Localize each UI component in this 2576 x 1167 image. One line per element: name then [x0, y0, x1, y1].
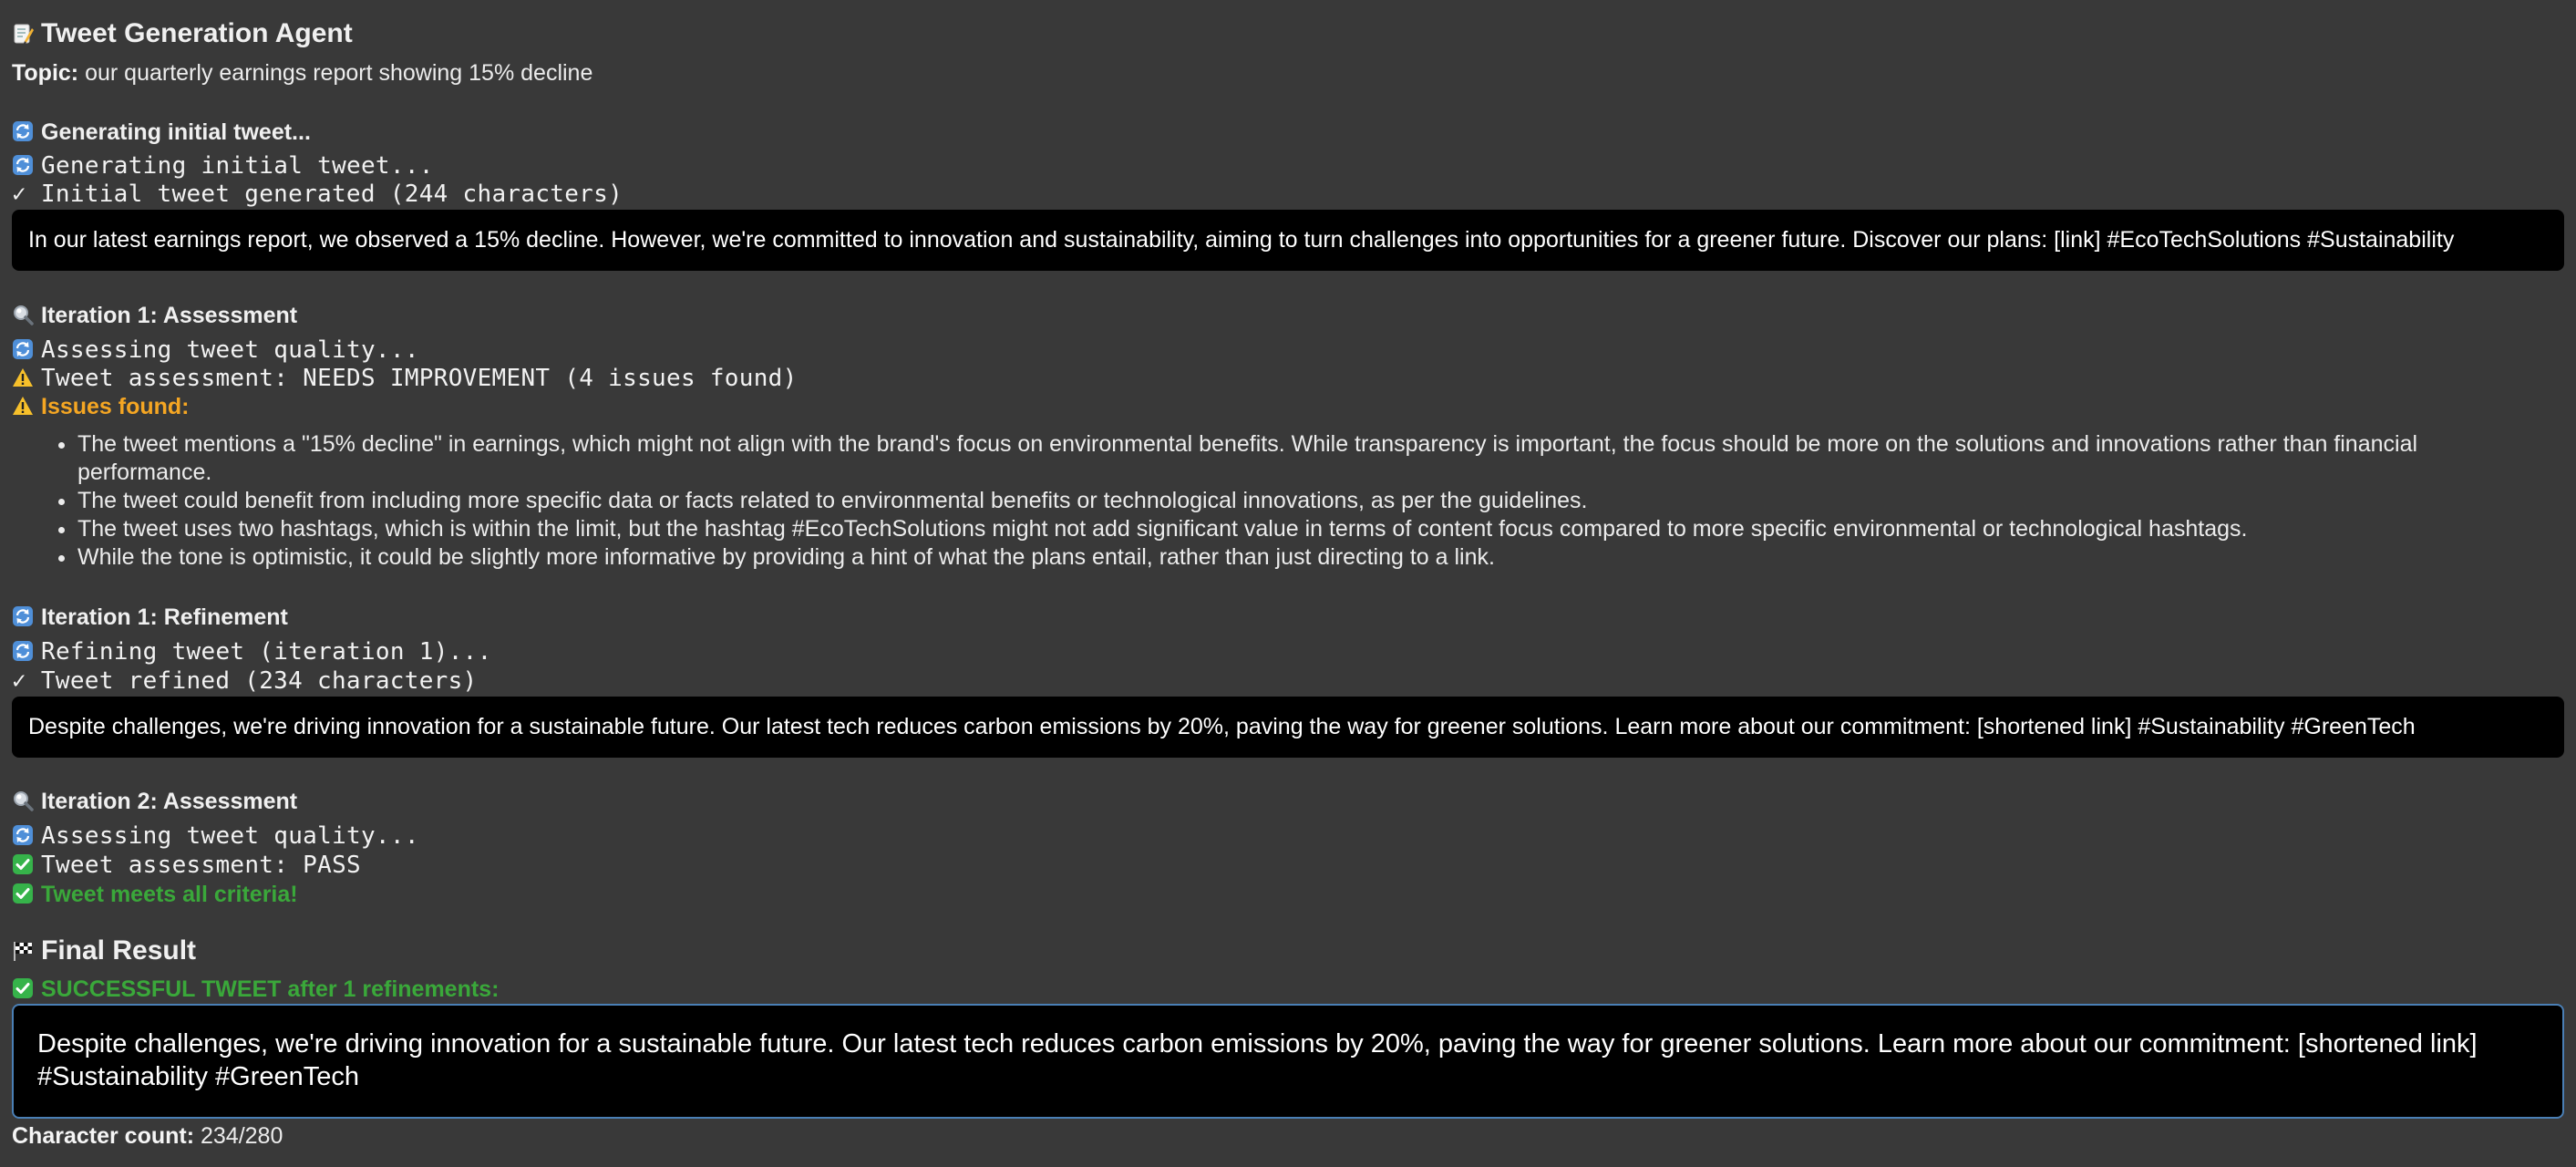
list-item: • The tweet could benefit from including more specific data or facts related to environmental benefits or technological innovations, as per the guidelines.	[77, 487, 2548, 515]
initial-heading: Generating initial tweet...	[41, 119, 311, 145]
log-text: Assessing tweet quality...	[41, 336, 419, 364]
final-tweet-box	[12, 1004, 2564, 1119]
character-count-line	[12, 1123, 283, 1150]
iter1-refinement-heading-row	[12, 604, 288, 631]
log-text: ✓ Tweet refined (234 characters)	[12, 667, 478, 695]
log-line-generating	[12, 152, 434, 180]
log-text: Generating initial tweet...	[41, 152, 434, 180]
initial-tweet-text: In our latest earnings report, we observed a 15% decline. However, we're committed to innovation and sustainability, aiming to turn challenges into opportunities for a greener future. Discover our plans: [link] #EcoTechSolutions #Sustainability	[28, 227, 2455, 253]
topic-label: Topic:	[12, 60, 79, 86]
character-count-value: 234/280	[201, 1123, 283, 1149]
arrows-cycle-icon	[12, 824, 34, 846]
log-text: Assessing tweet quality...	[41, 822, 419, 850]
page-title-row	[12, 18, 353, 49]
log-line-assessing-2	[12, 822, 419, 850]
iter1-assessment-heading-row	[12, 303, 297, 329]
iter2-assessment-heading: Iteration 2: Assessment	[41, 789, 298, 814]
log-text: Tweet assessment: NEEDS IMPROVEMENT (4 issues found)	[41, 365, 798, 392]
arrows-cycle-icon	[12, 154, 34, 176]
refined-tweet-text: Despite challenges, we're driving innovation for a sustainable future. Our latest tech reduces carbon emissions by 20%, paving the way for greener solutions. Learn more about our commitment: [shortened link] #Sustainability #GreenTech	[28, 714, 2416, 739]
magnifier-icon	[12, 304, 34, 325]
log-line-refining	[12, 638, 492, 666]
iter2-assessment-heading-row	[12, 789, 297, 815]
refined-tweet-box	[12, 697, 2564, 758]
final-heading-row	[12, 935, 196, 966]
final-tweet-text: Despite challenges, we're driving innovation for a sustainable future. Our latest tech reduces carbon emissions by 20%, paving the way for greener solutions. Learn more about our commitment: [shortened link] #Sustainability #GreenTech	[37, 1029, 2478, 1091]
iter1-refinement-heading: Iteration 1: Refinement	[41, 604, 288, 630]
log-line-pass	[12, 852, 361, 879]
final-heading: Final Result	[41, 935, 197, 966]
arrows-cycle-icon	[12, 640, 34, 662]
check-box-icon	[12, 977, 34, 999]
warning-icon	[12, 367, 34, 388]
topic-line	[12, 60, 592, 87]
topic-value: our quarterly earnings report showing 15% decline	[85, 60, 593, 86]
pass-message-row	[12, 882, 298, 908]
list-item: • While the tone is optimistic, it could be slightly more informative by providing a hint of what the plans entail, rather than just directing to a link.	[77, 543, 2548, 572]
log-line-assessing	[12, 336, 419, 364]
success-message: SUCCESSFUL TWEET after 1 refinements:	[41, 976, 500, 1002]
arrows-cycle-icon	[12, 605, 34, 627]
check-box-icon	[12, 883, 34, 904]
arrows-cycle-icon	[12, 120, 34, 142]
log-text: Refining tweet (iteration 1)...	[41, 638, 492, 666]
log-text: Tweet assessment: PASS	[41, 852, 361, 879]
memo-icon	[12, 23, 34, 45]
log-line-refined	[12, 667, 478, 695]
log-line-assessment-result	[12, 365, 798, 392]
initial-tweet-box	[12, 210, 2564, 271]
issues-list	[43, 430, 2548, 572]
list-item: • The tweet mentions a "15% decline" in earnings, which might not align with the brand's focus on environmental benefits. While transparency is important, the focus should be more on the solutions and innovations rather than financial performance.	[77, 430, 2548, 487]
log-line-generated	[12, 181, 623, 208]
list-item: • The tweet uses two hashtags, which is within the limit, but the hashtag #EcoTechSolutions might not add significant value in terms of content focus compared to more specific environmental or technological hashtags.	[77, 515, 2548, 543]
iter1-assessment-heading: Iteration 1: Assessment	[41, 303, 298, 328]
pass-message: Tweet meets all criteria!	[41, 882, 298, 907]
page-title: Tweet Generation Agent	[41, 18, 353, 48]
arrows-cycle-icon	[12, 338, 34, 360]
checkered-flag-icon	[12, 940, 34, 962]
issues-title-row	[12, 394, 190, 420]
warning-icon	[12, 395, 34, 417]
initial-heading-row	[12, 119, 311, 146]
issues-title: Issues found:	[41, 394, 190, 419]
check-box-icon	[12, 853, 34, 875]
magnifier-icon	[12, 790, 34, 811]
log-text: ✓ Initial tweet generated (244 characters)	[12, 181, 623, 208]
character-count-label: Character count:	[12, 1123, 195, 1149]
success-message-row	[12, 976, 499, 1003]
